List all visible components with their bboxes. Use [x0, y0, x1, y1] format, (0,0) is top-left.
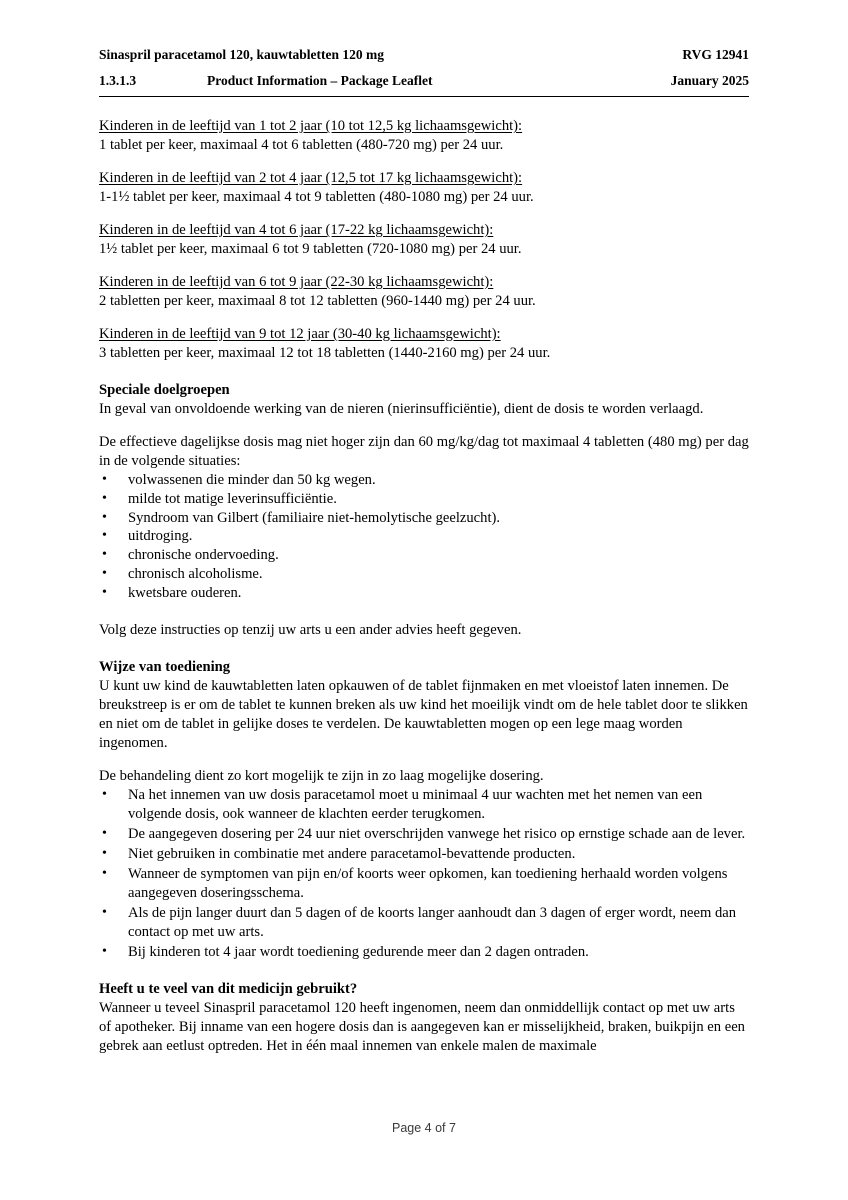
registration-number: RVG 12941: [682, 47, 749, 62]
dosage-heading-4: Kinderen in de leeftijd van 6 tot 9 jaar (22-30 kg lichaamsgewicht):: [99, 273, 494, 290]
page-content: [99, 48, 749, 1056]
dosage-heading-2: Kinderen in de leeftijd van 2 tot 4 jaar (12,5 tot 17 kg lichaamsgewicht):: [99, 169, 523, 186]
spacer: [99, 311, 749, 325]
header-row-section: [99, 74, 749, 88]
dosage-heading-1: Kinderen in de leeftijd van 1 tot 2 jaar (10 tot 12,5 kg lichaamsgewicht):: [99, 118, 523, 134]
spacer: [99, 753, 749, 767]
special-groups-bullet-list: [99, 471, 749, 604]
dosage-text-4: 2 tabletten per keer, maximaal 8 tot 12 tabletten (960-1440 mg) per 24 uur.: [99, 292, 536, 309]
administration-paragraph-1: U kunt uw kind de kauwtabletten laten opkauwen of de tablet fijnmaken en met vloeistof laten innemen. De breukstreep is er om de tablet te kunnen breken als uw kind het moeilijk vindt om de hele tablet door te slikken en niet om de tablet in gelijke doses te verdelen. De kauwtabletten mogen op een lege maag worden ingenomen.: [99, 678, 748, 752]
page-number-label: Page 4 of 7: [392, 1121, 456, 1135]
spacer: [99, 640, 749, 658]
dosage-heading-3: Kinderen in de leeftijd van 4 tot 6 jaar (17-22 kg lichaamsgewicht):: [99, 221, 494, 238]
list-item: • Als de pijn langer duurt dan 5 dagen of de koorts langer aanhoudt dan 3 dagen of erger wordt, neem dan contact op met uw arts.: [99, 904, 749, 942]
list-item: • milde tot matige leverinsufficiëntie.: [99, 490, 749, 509]
list-item: • De aangegeven dosering per 24 uur niet overschrijden vanwege het risico op ernstige schade aan de lever.: [99, 825, 749, 844]
list-item: • Syndroom van Gilbert (familiaire niet-hemolytische geelzucht).: [99, 509, 749, 528]
section-heading-administration: Wijze van toediening: [99, 659, 231, 676]
special-groups-paragraph-2: De effectieve dagelijkse dosis mag niet hoger zijn dan 60 mg/kg/dag tot maximaal 4 tabletten (480 mg) per dag in de volgende situaties:: [99, 433, 749, 469]
product-title: Sinaspril paracetamol 120, kauwtabletten 120 mg: [99, 47, 384, 62]
header-left-product: [99, 48, 384, 62]
dosage-text-1: 1 tablet per keer, maximaal 4 tot 6 tabletten (480-720 mg) per 24 uur.: [99, 136, 504, 153]
header-left-section: [99, 74, 432, 88]
page-footer: [0, 1121, 848, 1135]
administration-paragraph-2: De behandeling dient zo kort mogelijk te zijn in zo laag mogelijke dosering.: [99, 768, 544, 785]
spacer: [99, 363, 749, 381]
special-groups-closing: Volg deze instructies op tenzij uw arts u een ander advies heeft gegeven.: [99, 622, 522, 639]
spacer: [99, 155, 749, 169]
document-type: Product Information – Package Leaflet: [207, 72, 433, 88]
dosage-text-3: 1½ tablet per keer, maximaal 6 tot 9 tabletten (720-1080 mg) per 24 uur.: [99, 240, 522, 257]
document-header: [99, 48, 749, 97]
document-body: [99, 117, 749, 1056]
spacer: [99, 603, 749, 621]
spacer: [99, 259, 749, 273]
list-item: • uitdroging.: [99, 527, 749, 546]
dosage-heading-5: Kinderen in de leeftijd van 9 tot 12 jaar (30-40 kg lichaamsgewicht):: [99, 325, 501, 342]
list-item: • Bij kinderen tot 4 jaar wordt toediening gedurende meer dan 2 dagen ontraden.: [99, 943, 749, 962]
list-item: • volwassenen die minder dan 50 kg wegen.: [99, 471, 749, 490]
special-groups-paragraph-1: In geval van onvoldoende werking van de nieren (nierinsufficiëntie), dient de dosis te worden verlaagd.: [99, 400, 704, 417]
dosage-text-2: 1-1½ tablet per keer, maximaal 4 tot 9 tabletten (480-1080 mg) per 24 uur.: [99, 188, 534, 205]
list-item: • kwetsbare ouderen.: [99, 584, 749, 603]
list-item: • Wanneer de symptomen van pijn en/of koorts weer opkomen, kan toediening herhaald worden volgens aangegeven doseringsschema.: [99, 865, 749, 903]
administration-bullet-list: [99, 786, 749, 962]
spacer: [99, 419, 749, 433]
list-item: • chronische ondervoeding.: [99, 546, 749, 565]
list-item: • Niet gebruiken in combinatie met andere paracetamol-bevattende producten.: [99, 845, 749, 864]
header-row-product: [99, 48, 749, 62]
spacer: [99, 207, 749, 221]
list-item: • Na het innemen van uw dosis paracetamol moet u minimaal 4 uur wachten met het nemen van een volgende dosis, ook wanneer de klachten eerder terugkomen.: [99, 786, 749, 824]
overdose-paragraph: Wanneer u teveel Sinaspril paracetamol 120 heeft ingenomen, neem dan onmiddellijk contact op met uw arts of apotheker. Bij inname van een hogere dosis dan is aangegeven kan er misselijkheid, braken, buikpijn en een gebrek aan eetlust optreden. Het in één maal innemen van enkele malen de maximale: [99, 999, 745, 1054]
section-heading-special-groups: Speciale doelgroepen: [99, 381, 230, 398]
list-item: • chronisch alcoholisme.: [99, 565, 749, 584]
spacer: [99, 962, 749, 980]
section-number: 1.3.1.3: [99, 72, 137, 88]
header-divider: [99, 96, 749, 97]
section-heading-overdose: Heeft u te veel van dit medicijn gebruikt?: [99, 980, 358, 997]
dosage-text-5: 3 tabletten per keer, maximaal 12 tot 18 tabletten (1440-2160 mg) per 24 uur.: [99, 344, 551, 361]
document-date: January 2025: [670, 72, 749, 88]
